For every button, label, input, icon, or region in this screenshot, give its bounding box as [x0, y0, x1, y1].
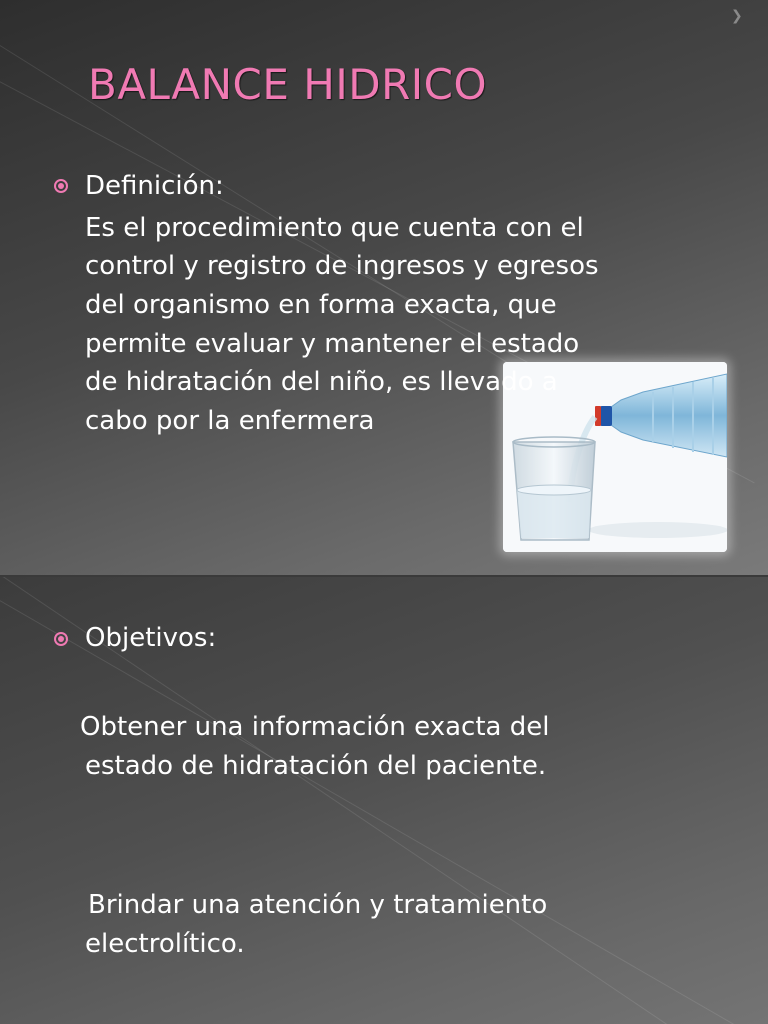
objectives-heading: Objetivos: [85, 623, 217, 653]
definition-line: control y registro de ingresos y egresos [85, 251, 599, 281]
objective-line: Obtener una información exacta del [80, 712, 550, 742]
definition-line: permite evaluar y mantener el estado [85, 329, 580, 359]
definition-line: cabo por la enfermera [85, 406, 375, 436]
slide-objetivos [0, 577, 768, 1024]
ring-bullet-icon [54, 179, 68, 193]
definition-line: de hidratación del niño, es llevado a [85, 367, 558, 397]
ring-bullet-icon [54, 632, 68, 646]
definition-heading: Definición: [85, 171, 224, 201]
objective-line: estado de hidratación del paciente. [85, 751, 547, 781]
objective-line: electrolítico. [85, 929, 245, 959]
definition-line: Es el procedimiento que cuenta con el [85, 213, 584, 243]
slide-title: BALANCE HIDRICO [88, 60, 488, 109]
objective-line: Brindar una atención y tratamiento [88, 890, 548, 920]
definition-line: del organismo en forma exacta, que [85, 290, 557, 320]
chevron-right-icon: ❯ [731, 8, 743, 24]
